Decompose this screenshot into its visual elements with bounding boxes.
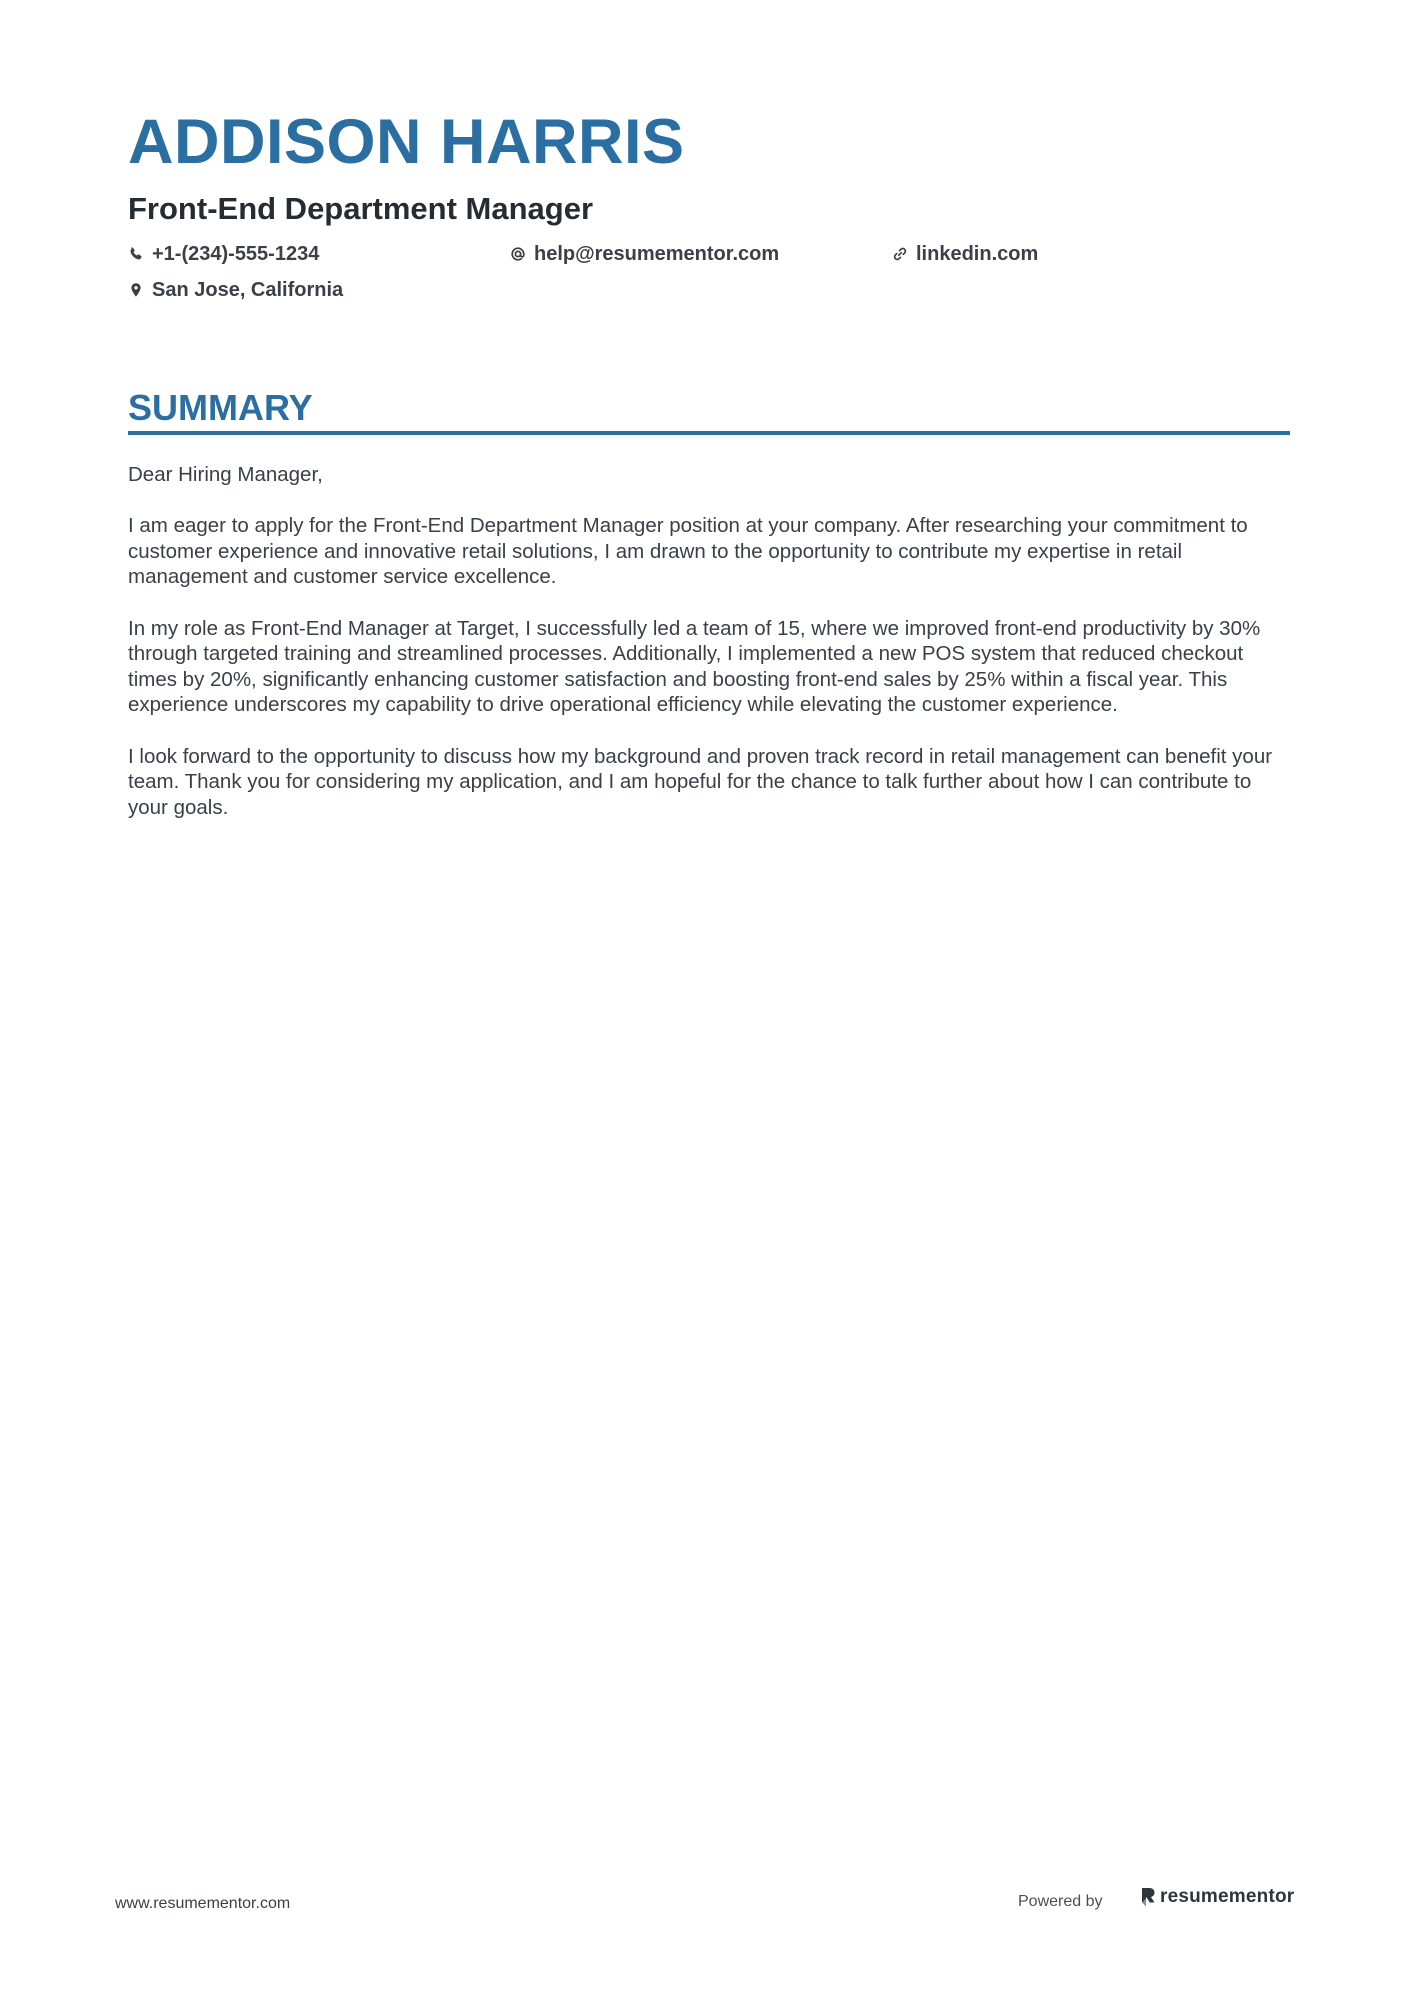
brand-name: resumementor	[1160, 1886, 1295, 1907]
email-text: help@resumementor.com	[534, 243, 780, 265]
at-icon	[510, 246, 526, 262]
contact-website[interactable]	[892, 244, 1038, 264]
contact-phone[interactable]	[128, 244, 319, 264]
section-divider	[128, 431, 1290, 435]
location-text: San Jose, California	[152, 279, 344, 301]
brand-logo[interactable]	[1140, 1886, 1294, 1908]
salutation: Dear Hiring Manager,	[128, 463, 323, 486]
map-pin-icon	[128, 282, 144, 298]
website-text: linkedin.com	[916, 243, 1039, 265]
letter-paragraph: In my role as Front-End Manager at Target, I successfully led a team of 15, where we improved front-end productivity by 30% through targeted training and streamlined processes. Additionally, I implemented a new POS system that reduced checkout times by 20%, significantly enhancing customer satisfaction and boosting front-end sales by 25% within a fiscal year. This experience underscores my capability to drive operational efficiency while elevating the customer experience.	[128, 616, 1261, 717]
letter-body	[128, 462, 1290, 846]
phone-text: +1-(234)-555-1234	[152, 243, 320, 265]
contact-email[interactable]	[510, 244, 779, 264]
candidate-name: ADDISON HARRIS	[128, 107, 685, 177]
candidate-title: Front-End Department Manager	[128, 191, 594, 226]
summary-heading: SUMMARY	[128, 387, 313, 428]
contact-location	[128, 280, 343, 300]
link-icon	[892, 246, 908, 262]
footer-url[interactable]: www.resumementor.com	[115, 1895, 291, 1912]
powered-by-label: Powered by	[1018, 1893, 1103, 1910]
phone-icon	[128, 246, 144, 262]
resumementor-logo-icon	[1140, 1886, 1156, 1908]
letter-paragraph: I am eager to apply for the Front-End Department Manager position at your company. After researching your commitment to customer experience and innovative retail solutions, I am drawn to the opportunity to contribute my expertise in retail management and customer service excellence.	[128, 514, 1248, 589]
letter-paragraph: I look forward to the opportunity to discuss how my background and proven track record in retail management can benefit your team. Thank you for considering my application, and I am hopeful for the chance to talk further about how I can contribute to your goals.	[128, 744, 1273, 819]
